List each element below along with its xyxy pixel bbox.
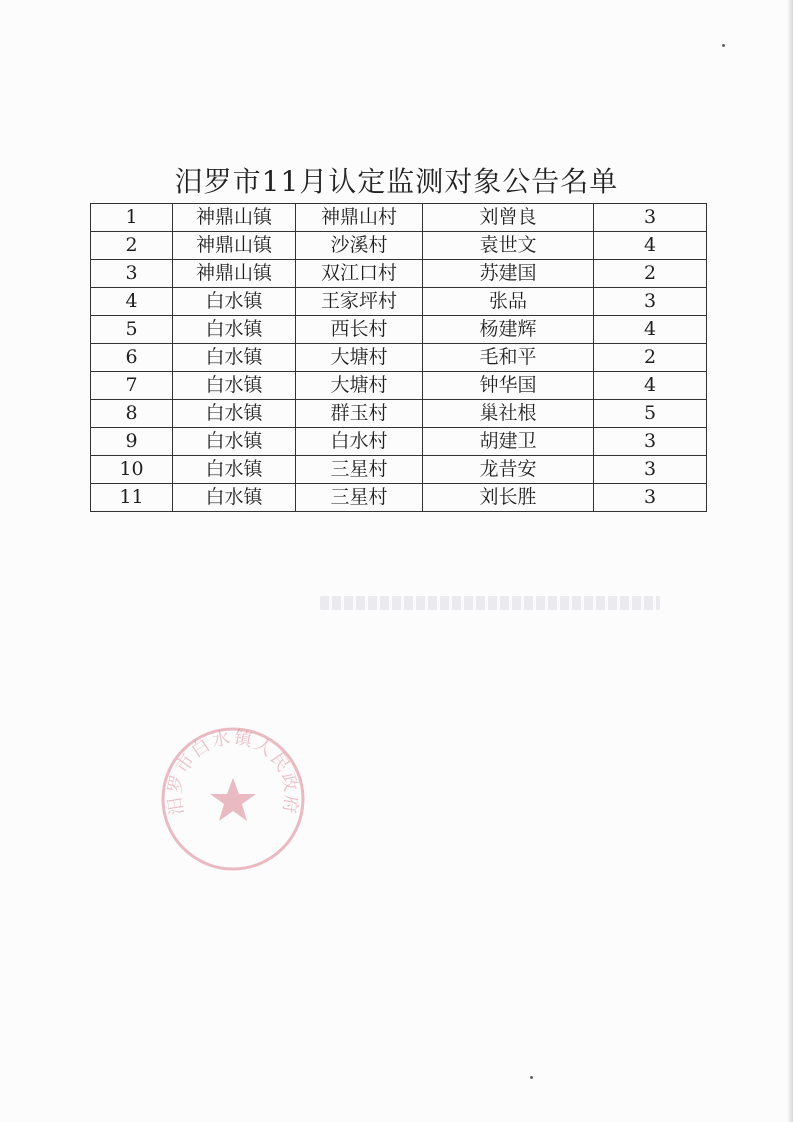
- count-cell: 4: [594, 316, 707, 344]
- table-row: [91, 456, 707, 484]
- count-cell: 3: [594, 484, 707, 512]
- bleed-through-text: [320, 596, 660, 610]
- table-row: [91, 428, 707, 456]
- town-cell: 白水镇: [173, 428, 296, 456]
- count-cell: 2: [594, 260, 707, 288]
- village-cell: 三星村: [296, 456, 423, 484]
- row-number-cell: 10: [91, 456, 173, 484]
- row-number-cell: 7: [91, 372, 173, 400]
- village-cell: 双江口村: [296, 260, 423, 288]
- name-cell: 毛和平: [423, 344, 594, 372]
- official-seal-stamp: [160, 726, 306, 872]
- town-cell: 白水镇: [173, 456, 296, 484]
- village-cell: 沙溪村: [296, 232, 423, 260]
- town-cell: 神鼎山镇: [173, 232, 296, 260]
- town-cell: 白水镇: [173, 344, 296, 372]
- seal-star-icon: [210, 778, 256, 821]
- table-row: [91, 204, 707, 232]
- town-cell: 白水镇: [173, 288, 296, 316]
- table-row: [91, 316, 707, 344]
- table-row: [91, 288, 707, 316]
- name-cell: 刘长胜: [423, 484, 594, 512]
- town-cell: 白水镇: [173, 400, 296, 428]
- seal-text: 汨罗市白水镇人民政府: [164, 727, 302, 817]
- row-number-cell: 9: [91, 428, 173, 456]
- row-number-cell: 5: [91, 316, 173, 344]
- name-cell: 钟华国: [423, 372, 594, 400]
- monitoring-roster-table: [90, 203, 707, 512]
- village-cell: 西长村: [296, 316, 423, 344]
- count-cell: 3: [594, 428, 707, 456]
- name-cell: 袁世文: [423, 232, 594, 260]
- row-number-cell: 2: [91, 232, 173, 260]
- row-number-cell: 4: [91, 288, 173, 316]
- village-cell: 群玉村: [296, 400, 423, 428]
- row-number-cell: 6: [91, 344, 173, 372]
- document-title: 汨罗市11月认定监测对象公告名单: [174, 165, 619, 198]
- row-number-cell: 3: [91, 260, 173, 288]
- village-cell: 白水村: [296, 428, 423, 456]
- name-cell: 巢社根: [423, 400, 594, 428]
- scan-speck: [722, 44, 725, 47]
- table-row: [91, 232, 707, 260]
- table-row: [91, 400, 707, 428]
- count-cell: 4: [594, 372, 707, 400]
- village-cell: 大塘村: [296, 344, 423, 372]
- name-cell: 胡建卫: [423, 428, 594, 456]
- town-cell: 神鼎山镇: [173, 260, 296, 288]
- row-number-cell: 1: [91, 204, 173, 232]
- table-row: [91, 372, 707, 400]
- name-cell: 苏建国: [423, 260, 594, 288]
- count-cell: 4: [594, 232, 707, 260]
- village-cell: 大塘村: [296, 372, 423, 400]
- village-cell: 王家坪村: [296, 288, 423, 316]
- town-cell: 白水镇: [173, 484, 296, 512]
- count-cell: 3: [594, 204, 707, 232]
- village-cell: 三星村: [296, 484, 423, 512]
- table-row: [91, 260, 707, 288]
- count-cell: 3: [594, 288, 707, 316]
- village-cell: 神鼎山村: [296, 204, 423, 232]
- town-cell: 白水镇: [173, 316, 296, 344]
- count-cell: 5: [594, 400, 707, 428]
- name-cell: 刘曾良: [423, 204, 594, 232]
- name-cell: 张品: [423, 288, 594, 316]
- name-cell: 龙昔安: [423, 456, 594, 484]
- town-cell: 白水镇: [173, 372, 296, 400]
- count-cell: 3: [594, 456, 707, 484]
- row-number-cell: 11: [91, 484, 173, 512]
- town-cell: 神鼎山镇: [173, 204, 296, 232]
- count-cell: 2: [594, 344, 707, 372]
- row-number-cell: 8: [91, 400, 173, 428]
- name-cell: 杨建辉: [423, 316, 594, 344]
- table-row: [91, 484, 707, 512]
- table-row: [91, 344, 707, 372]
- scan-speck: [530, 1076, 533, 1079]
